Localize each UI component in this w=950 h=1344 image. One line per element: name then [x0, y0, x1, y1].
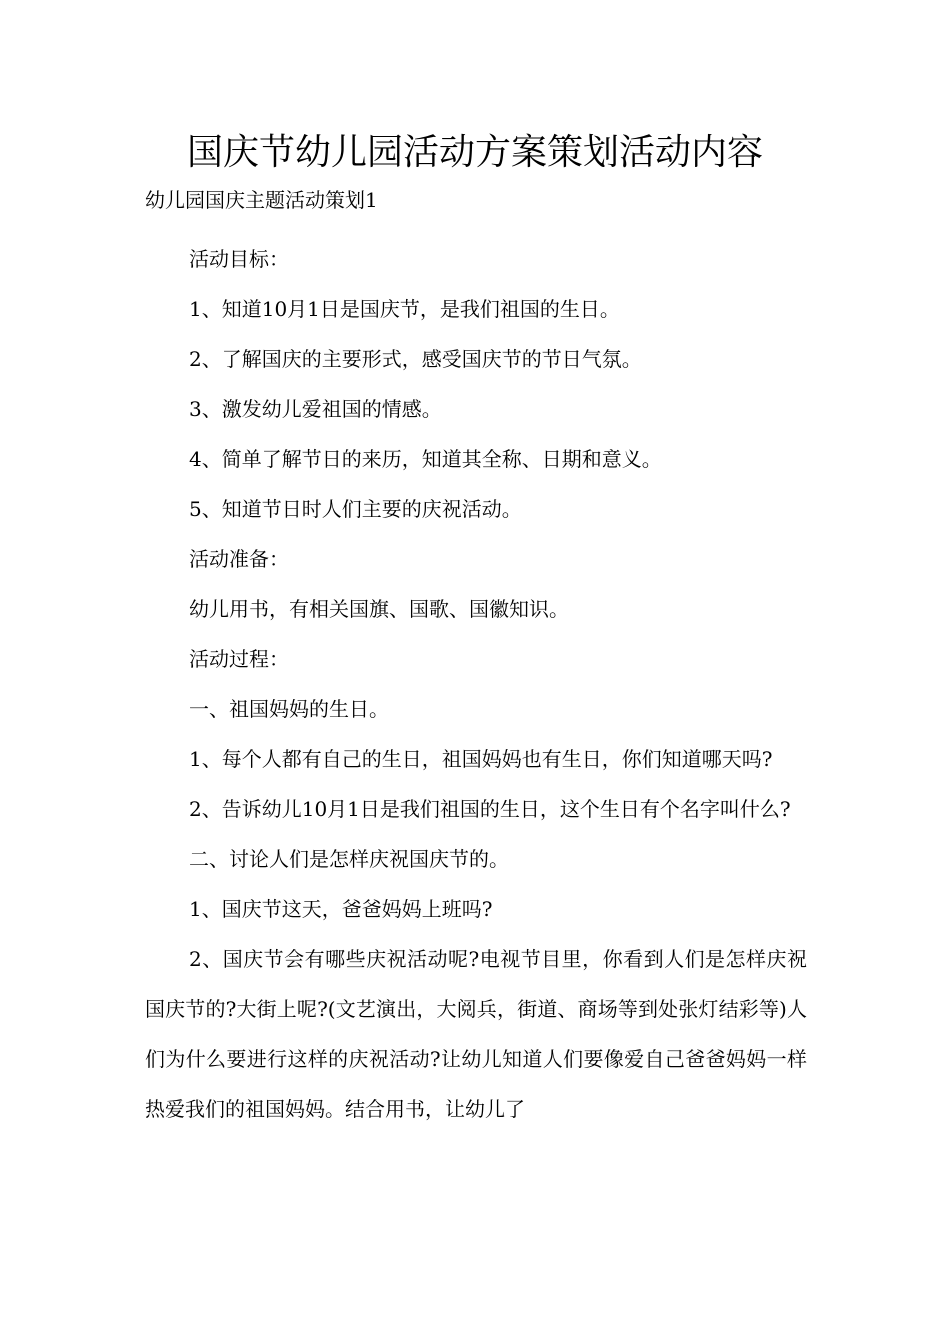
document-body — [145, 234, 807, 1134]
document-subtitle: 幼儿园国庆主题活动策划1 — [145, 188, 378, 212]
paragraph-prep-heading: 活动准备： — [189, 547, 289, 571]
paragraph-goal-3: 3、激发幼儿爱祖国的情感。 — [189, 397, 442, 421]
paragraph-section-2-item-2: 2、国庆节会有哪些庆祝活动呢?电视节目里，你看到人们是怎样庆祝国庆节的?大街上呢?(文艺演出，大阅兵，街道、商场等到处张灯结彩等)人们为什么要进行这样的庆祝活动?让幼儿知道人们要像爱自己爸爸妈妈一样热爱我们的祖国妈妈。结合用书，让幼儿了 — [145, 947, 807, 1121]
paragraph-section-2-item-1: 1、国庆节这天，爸爸妈妈上班吗? — [189, 897, 493, 921]
paragraph-section-1: 一、祖国妈妈的生日。 — [189, 697, 389, 721]
paragraph-section-1-item-1: 1、每个人都有自己的生日，祖国妈妈也有生日，你们知道哪天吗? — [189, 747, 773, 771]
paragraph-process-heading: 活动过程： — [189, 647, 289, 671]
document-title: 国庆节幼儿园活动方案策划活动内容 — [186, 132, 763, 173]
paragraph-goal-heading: 活动目标： — [189, 247, 289, 271]
paragraph-goal-1: 1、知道10月1日是国庆节，是我们祖国的生日。 — [189, 297, 620, 321]
paragraph-goal-2: 2、了解国庆的主要形式，感受国庆节的节日气氛。 — [189, 347, 642, 371]
paragraph-goal-4: 4、简单了解节日的来历，知道其全称、日期和意义。 — [189, 447, 662, 471]
paragraph-goal-5: 5、知道节日时人们主要的庆祝活动。 — [189, 497, 522, 521]
paragraph-section-1-item-2: 2、告诉幼儿10月1日是我们祖国的生日，这个生日有个名字叫什么? — [189, 797, 791, 821]
paragraph-section-2: 二、讨论人们是怎样庆祝国庆节的。 — [189, 847, 509, 871]
paragraph-prep-content: 幼儿用书，有相关国旗、国歌、国徽知识。 — [189, 597, 569, 621]
